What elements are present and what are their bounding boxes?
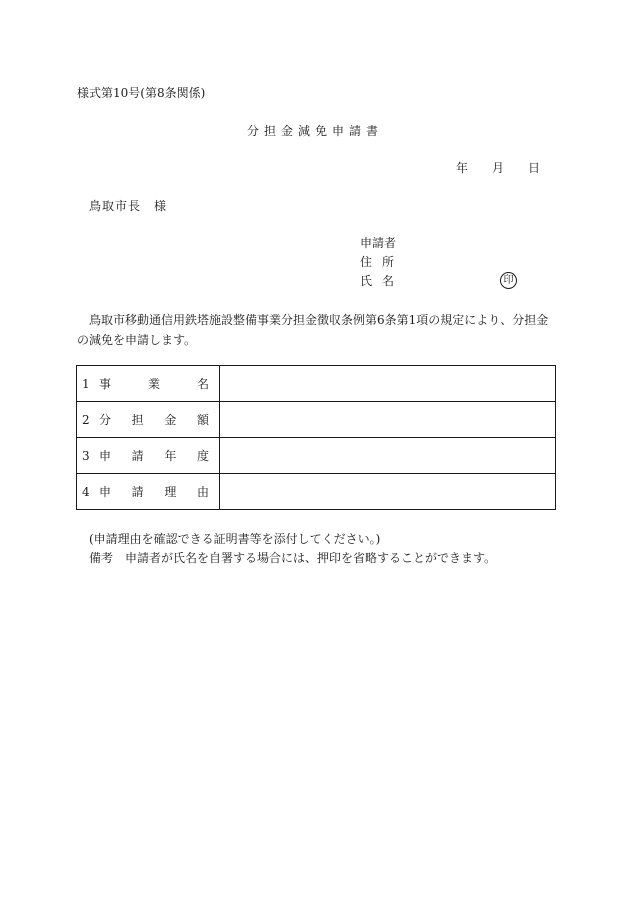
applicant-label: 申請者: [360, 236, 397, 250]
row-label-char: 分: [99, 413, 112, 427]
row-label-cell: [77, 366, 220, 402]
row-label-cell: [77, 438, 220, 474]
row-label-char: 担: [131, 413, 144, 427]
date-day-label: 日: [528, 161, 541, 175]
remarks-note: 備考 申請者が氏名を自署する場合には、押印を省略することができます。: [89, 551, 497, 565]
row-value-cell[interactable]: [220, 474, 556, 510]
row-label-text: [99, 411, 209, 428]
address-label: 住所: [360, 255, 405, 269]
addressee: 鳥取市長 様: [89, 199, 168, 213]
row-label: [82, 447, 209, 464]
row-label-char: 業: [147, 377, 160, 391]
form-number: 様式第10号(第8条関係): [77, 86, 206, 100]
row-label-text: [99, 447, 209, 464]
row-label-char: 請: [131, 449, 144, 463]
application-table: [76, 365, 556, 510]
name-label: 氏名: [360, 274, 405, 288]
attachment-note: (申請理由を確認できる証明書等を添付してください。): [89, 532, 381, 546]
row-number: 2: [82, 412, 90, 427]
row-label-cell: [77, 402, 220, 438]
row-number: 4: [82, 484, 90, 499]
row-number: 1: [82, 376, 90, 391]
row-label-char: 由: [196, 485, 209, 499]
row-label-char: 事: [99, 377, 112, 391]
row-label: [82, 375, 209, 392]
row-label-cell: [77, 474, 220, 510]
row-label-char: 年: [164, 449, 177, 463]
row-label-char: 度: [196, 449, 209, 463]
row-label-char: 請: [131, 485, 144, 499]
row-value-cell[interactable]: [220, 438, 556, 474]
row-label-char: 申: [99, 449, 112, 463]
seal-mark: 印: [500, 272, 517, 289]
date-year-label: 年: [456, 161, 469, 175]
row-label-char: 額: [196, 413, 209, 427]
row-label-text: [99, 375, 209, 392]
row-label-text: [99, 483, 209, 500]
row-label-char: 理: [164, 485, 177, 499]
table-row: [77, 438, 556, 474]
table-row: [77, 474, 556, 510]
row-label-char: 金: [164, 413, 177, 427]
document-title: 分担金減免申請書: [246, 124, 383, 138]
body-text: 鳥取市移動通信用鉄塔施設整備事業分担金徴収条例第6条第1項の規定により、分担金の減免を申請します。: [77, 313, 549, 347]
row-value-cell[interactable]: [220, 366, 556, 402]
table-row: [77, 402, 556, 438]
row-label: [82, 411, 209, 428]
row-value-cell[interactable]: [220, 402, 556, 438]
row-label: [82, 483, 209, 500]
row-number: 3: [82, 448, 90, 463]
row-label-char: 申: [99, 485, 112, 499]
row-label-char: 名: [196, 377, 209, 391]
date-month-label: 月: [492, 161, 505, 175]
table-row: [77, 366, 556, 402]
